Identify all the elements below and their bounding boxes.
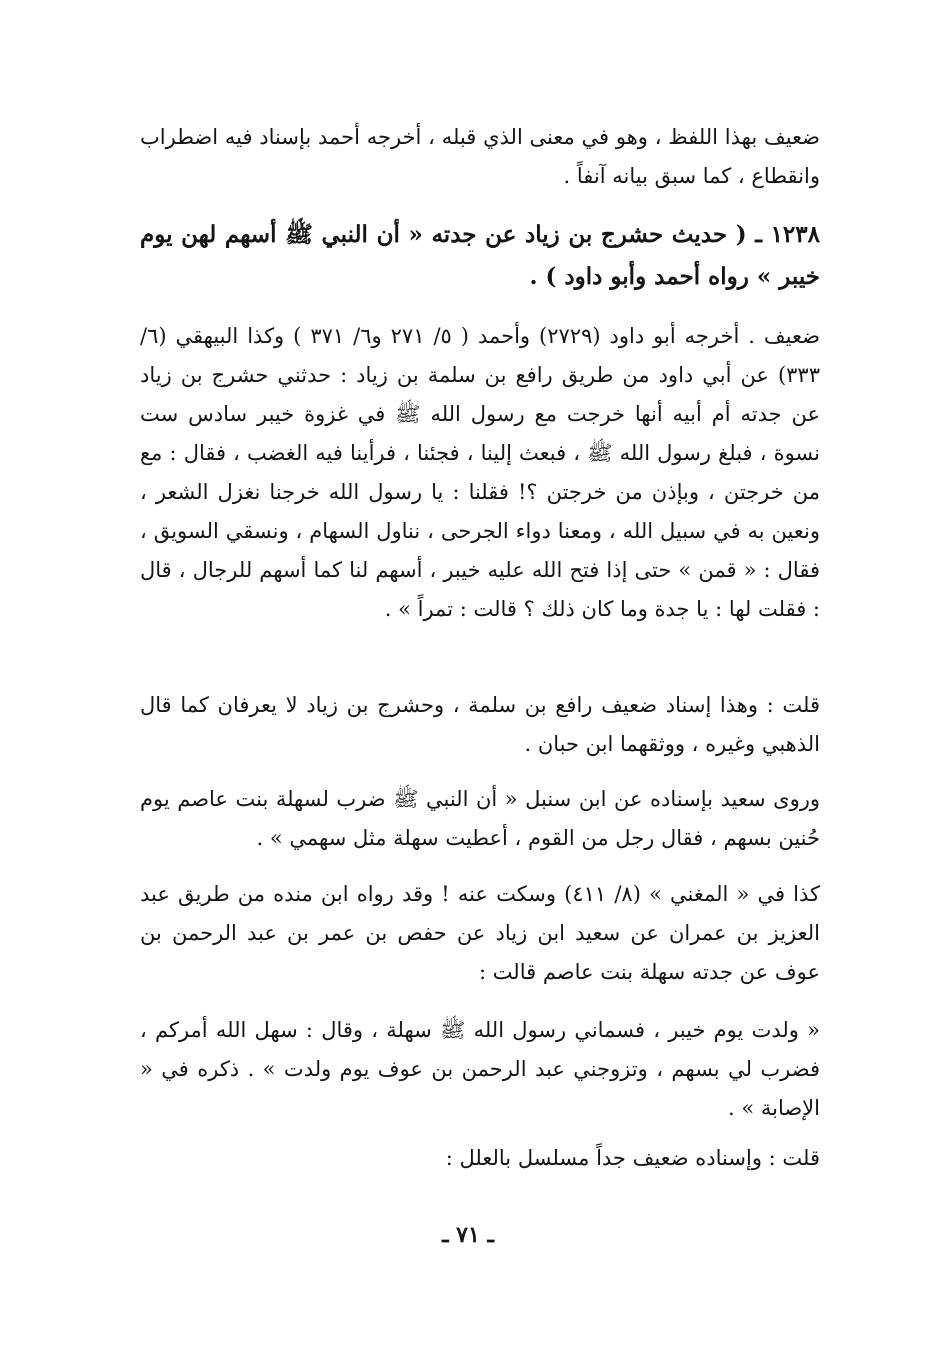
page-number: ـ ٧١ ـ bbox=[442, 1222, 494, 1248]
paragraph-mughni-reference: كذا في « المغني » (٨/ ٤١١) وسكت عنه ! وقد رواه ابن منده من طريق عبد العزيز بن عمران عن سعيد ابن زياد عن حفص بن عمر بن عبد الرحمن بن عوف عن جدته سهلة بنت عاصم قالت : bbox=[140, 882, 820, 984]
paragraph-takhrij: ضعيف . أخرجه أبو داود (٢٧٢٩) وأحمد ( ٥/ ٢٧١ و٦/ ٣٧١ ) وكذا البيهقي (٦/ ٣٣٣) عن أبي داود من طريق رافع بن سلمة بن زياد : حدثني حشرج بن زياد عن جدته أم أبيه أنها خرجت مع رسول الله ﷺ في غزوة خيبر سادس ست نسوة ، فبلغ رسول الله ﷺ ، فبعث إلينا ، فجئنا ، فرأينا فيه الغضب ، فقال : مع من خرجتن ، وبإذن من خرجتن ؟! فقلنا : يا رسول الله خرجنا نغزل الشعر ، ونعين به في سبيل الله ، ومعنا دواء الجرحى ، نناول السهام ، ونسقي السويق ، فقال : « قمن » حتى إذا فتح الله عليه خيبر ، أسهم لنا كما أسهم للرجال ، قال : فقلت لها : يا جدة وما كان ذلك ؟ قالت : تمراً » . bbox=[140, 324, 820, 621]
paragraph-qultu-isnad: قلت : وهذا إسناد ضعيف رافع بن سلمة ، وحشرج بن زياد لا يعرفان كما قال الذهبي وغيره ، ووثقهما ابن حبان . bbox=[140, 693, 820, 756]
paragraph-intro-weak: ضعيف بهذا اللفظ ، وهو في معنى الذي قبله ، أخرجه أحمد بإسناد فيه اضطراب وانقطاع ، كما سبق بيانه آنفاً . bbox=[140, 125, 820, 188]
paragraph-qultu-final: قلت : وإسناده ضعيف جداً مسلسل بالعلل : bbox=[445, 1146, 820, 1170]
paragraph-sahla-quote: « ولدت يوم خيبر ، فسماني رسول الله ﷺ سهلة ، وقال : سهل الله أمركم ، فضرب لي بسهم ، وتزوجني عبد الرحمن بن عوف يوم ولدت » . ذكره في « الإصابة » . bbox=[140, 1018, 820, 1120]
hadith-1238-heading: ١٢٣٨ ـ ( حديث حشرج بن زياد عن جدته « أن النبي ﷺ أسهم لهن يوم خيبر » رواه أحمد وأبو داود ) . bbox=[140, 221, 820, 290]
paragraph-saeed-narration: وروى سعيد بإسناده عن ابن سنبل « أن النبي ﷺ ضرب لسهلة بنت عاصم يوم حُنين بسهم ، فقال رجل من القوم ، أعطيت سهلة مثل سهمي » . bbox=[140, 787, 820, 850]
